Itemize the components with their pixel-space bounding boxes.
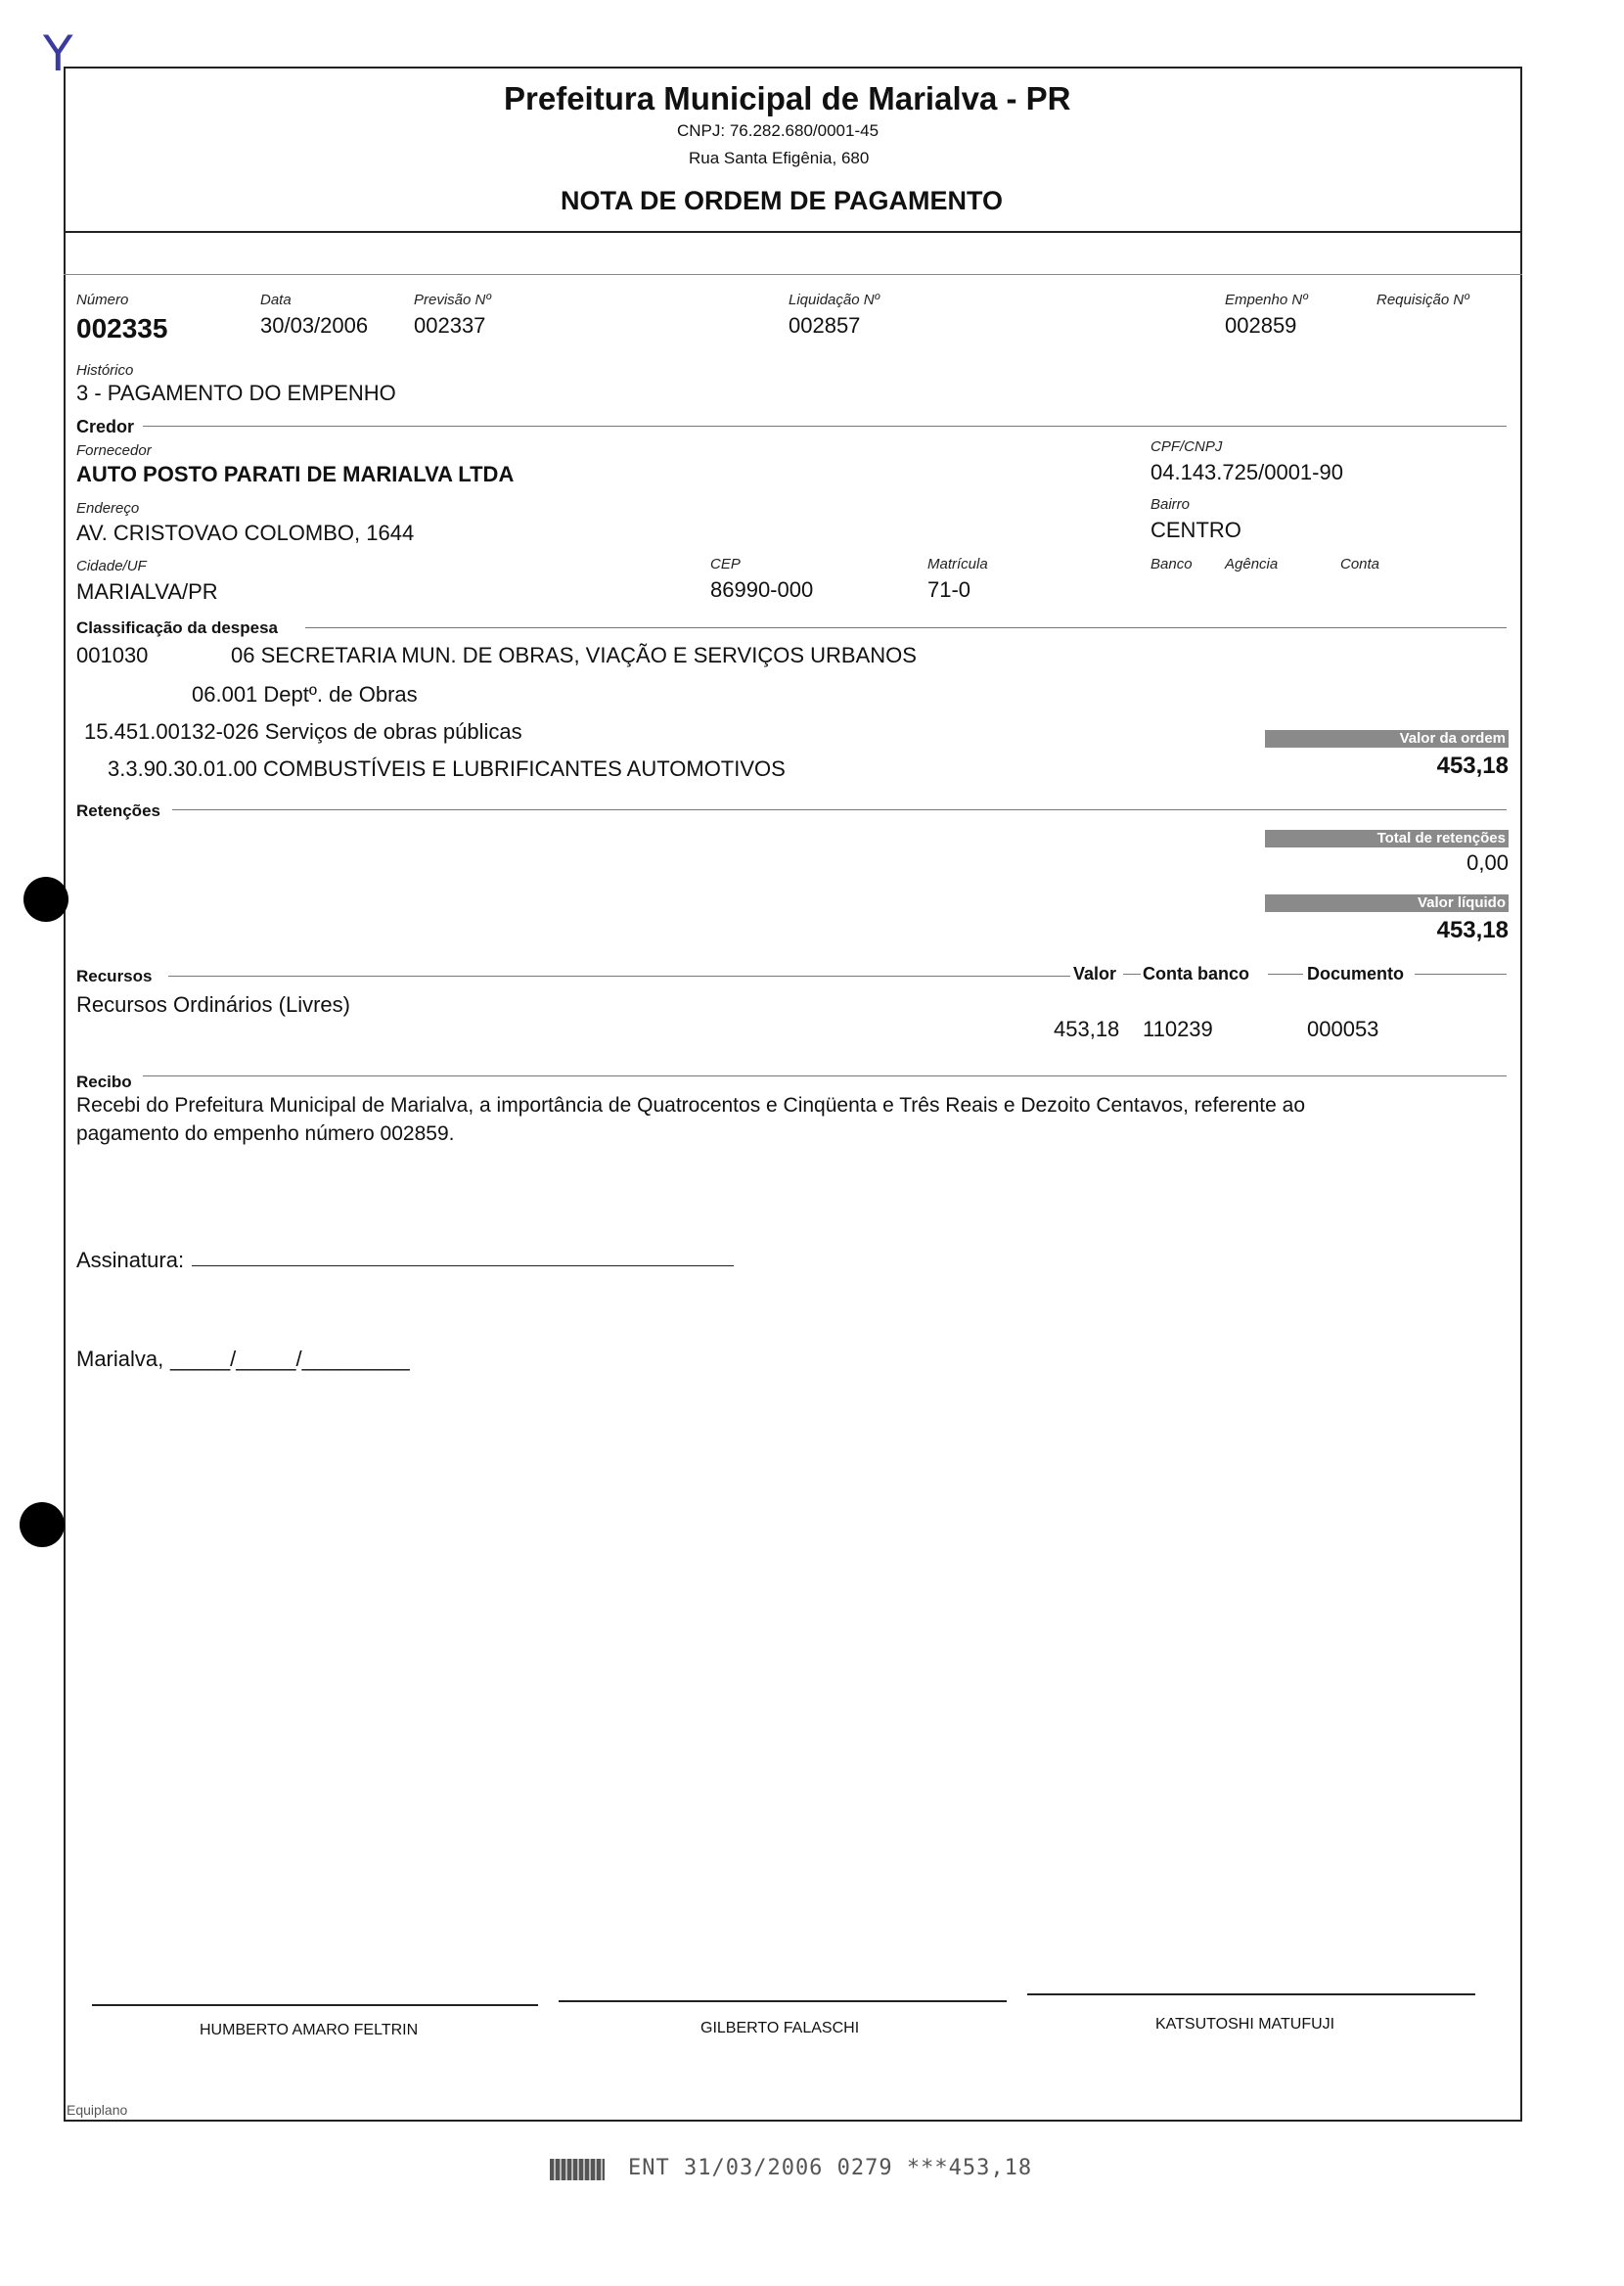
valor-liquido-value: 453,18 bbox=[1436, 917, 1509, 943]
conta-banco-header: Conta banco bbox=[1143, 964, 1250, 983]
recibo-section-title: Recibo bbox=[76, 1073, 132, 1091]
conta-label: Conta bbox=[1340, 556, 1380, 572]
cnpj-header: CNPJ: 76.282.680/0001-45 bbox=[677, 121, 880, 140]
classificacao-secretaria: 06 SECRETARIA MUN. DE OBRAS, VIAÇÃO E SERVIÇOS URBANOS bbox=[231, 643, 917, 667]
recursos-conta: 110239 bbox=[1143, 1017, 1213, 1041]
recursos-descricao: Recursos Ordinários (Livres) bbox=[76, 992, 350, 1017]
header-separator-thin bbox=[64, 274, 1522, 275]
address-header: Rua Santa Efigênia, 680 bbox=[689, 149, 870, 167]
bairro-value: CENTRO bbox=[1150, 518, 1241, 542]
documento-header: Documento bbox=[1307, 964, 1404, 983]
local-label: Marialva, bbox=[76, 1347, 164, 1371]
numero-value: 002335 bbox=[76, 313, 168, 343]
cpf-value: 04.143.725/0001-90 bbox=[1150, 460, 1343, 484]
fornecedor-label: Fornecedor bbox=[76, 442, 152, 459]
valor-liquido-bar: Valor líquido bbox=[1265, 894, 1509, 912]
document-title: NOTA DE ORDEM DE PAGAMENTO bbox=[561, 186, 1004, 215]
signature-name-1: HUMBERTO AMARO FELTRIN bbox=[200, 2022, 419, 2038]
retencoes-section-title: Retenções bbox=[76, 801, 160, 820]
previsao-label: Previsão Nº bbox=[414, 292, 491, 308]
bank-stamp: ENT 31/03/2006 0279 ***453,18 bbox=[628, 2156, 1033, 2180]
valor-ordem-value: 453,18 bbox=[1436, 753, 1509, 779]
empenho-label: Empenho Nº bbox=[1225, 292, 1308, 308]
liquidacao-value: 002857 bbox=[789, 313, 861, 338]
signature-name-2: GILBERTO FALASCHI bbox=[700, 2020, 860, 2036]
matricula-label: Matrícula bbox=[927, 556, 988, 572]
valor-ordem-bar: Valor da ordem bbox=[1265, 730, 1509, 748]
classificacao-rule bbox=[305, 627, 1507, 628]
assinatura-line bbox=[192, 1265, 734, 1266]
requisicao-label: Requisição Nº bbox=[1376, 292, 1469, 308]
endereco-value: AV. CRISTOVAO COLOMBO, 1644 bbox=[76, 521, 415, 545]
classificacao-section-title: Classificação da despesa bbox=[76, 618, 279, 637]
data-label: Data bbox=[260, 292, 292, 308]
empenho-value: 002859 bbox=[1225, 313, 1297, 338]
recursos-valor: 453,18 bbox=[1054, 1017, 1120, 1041]
credor-section-title: Credor bbox=[76, 417, 135, 436]
recursos-documento: 000053 bbox=[1307, 1017, 1379, 1041]
date-blanks: _____/_____/_________ bbox=[170, 1347, 410, 1371]
liquidacao-label: Liquidação Nº bbox=[789, 292, 880, 308]
matricula-value: 71-0 bbox=[927, 577, 971, 602]
software-label: Equiplano bbox=[67, 2102, 128, 2118]
cep-label: CEP bbox=[710, 556, 741, 572]
endereco-label: Endereço bbox=[76, 500, 140, 517]
numero-label: Número bbox=[76, 292, 129, 308]
retencoes-rule bbox=[172, 809, 1507, 810]
valor-header: Valor bbox=[1073, 964, 1117, 983]
cep-value: 86990-000 bbox=[710, 577, 814, 602]
recibo-text-line2: pagamento do empenho número 002859. bbox=[76, 1122, 455, 1145]
total-retencoes-value: 0,00 bbox=[1466, 850, 1509, 875]
signature-line-3 bbox=[1027, 1993, 1475, 1995]
cpf-label: CPF/CNPJ bbox=[1150, 438, 1223, 455]
punch-hole-bottom bbox=[20, 1502, 65, 1547]
classificacao-code: 001030 bbox=[76, 643, 149, 667]
previsao-value: 002337 bbox=[414, 313, 486, 338]
historico-label: Histórico bbox=[76, 362, 134, 379]
stamp-logo bbox=[550, 2159, 605, 2180]
handwritten-check-mark: Y bbox=[43, 25, 73, 82]
page-title: Prefeitura Municipal de Marialva - PR bbox=[504, 80, 1071, 116]
historico-value: 3 - PAGAMENTO DO EMPENHO bbox=[76, 381, 396, 405]
credor-rule bbox=[143, 426, 1507, 427]
recursos-section-title: Recursos bbox=[76, 967, 153, 985]
header-separator bbox=[64, 231, 1522, 233]
recibo-text-line1: Recebi do Prefeitura Municipal de Marialva, a importância de Quatrocentos e Cinqüenta e Três Reais e Dezoito Centavos, referente ao bbox=[76, 1094, 1306, 1117]
classificacao-programa: 15.451.00132-026 Serviços de obras públicas bbox=[84, 719, 522, 744]
total-retencoes-bar: Total de retenções bbox=[1265, 830, 1509, 847]
fornecedor-value: AUTO POSTO PARATI DE MARIALVA LTDA bbox=[76, 462, 515, 486]
data-value: 30/03/2006 bbox=[260, 313, 369, 338]
signature-name-3: KATSUTOSHI MATUFUJI bbox=[1155, 2016, 1335, 2033]
recibo-rule bbox=[143, 1075, 1507, 1076]
conta-doc-rule bbox=[1268, 974, 1303, 975]
assinatura-label: Assinatura: bbox=[76, 1248, 185, 1272]
punch-hole-top bbox=[23, 877, 68, 922]
bairro-label: Bairro bbox=[1150, 496, 1191, 513]
valor-conta-rule bbox=[1123, 974, 1141, 975]
cidade-value: MARIALVA/PR bbox=[76, 579, 218, 604]
signature-line-1 bbox=[92, 2004, 538, 2006]
banco-label: Banco bbox=[1150, 556, 1193, 572]
documento-rule bbox=[1415, 974, 1507, 975]
agencia-label: Agência bbox=[1225, 556, 1279, 572]
recursos-rule bbox=[168, 976, 1070, 977]
cidade-label: Cidade/UF bbox=[76, 558, 147, 574]
classificacao-departamento: 06.001 Deptº. de Obras bbox=[192, 682, 418, 707]
signature-line-2 bbox=[559, 2000, 1007, 2002]
classificacao-elemento: 3.3.90.30.01.00 COMBUSTÍVEIS E LUBRIFICANTES AUTOMOTIVOS bbox=[108, 756, 786, 781]
